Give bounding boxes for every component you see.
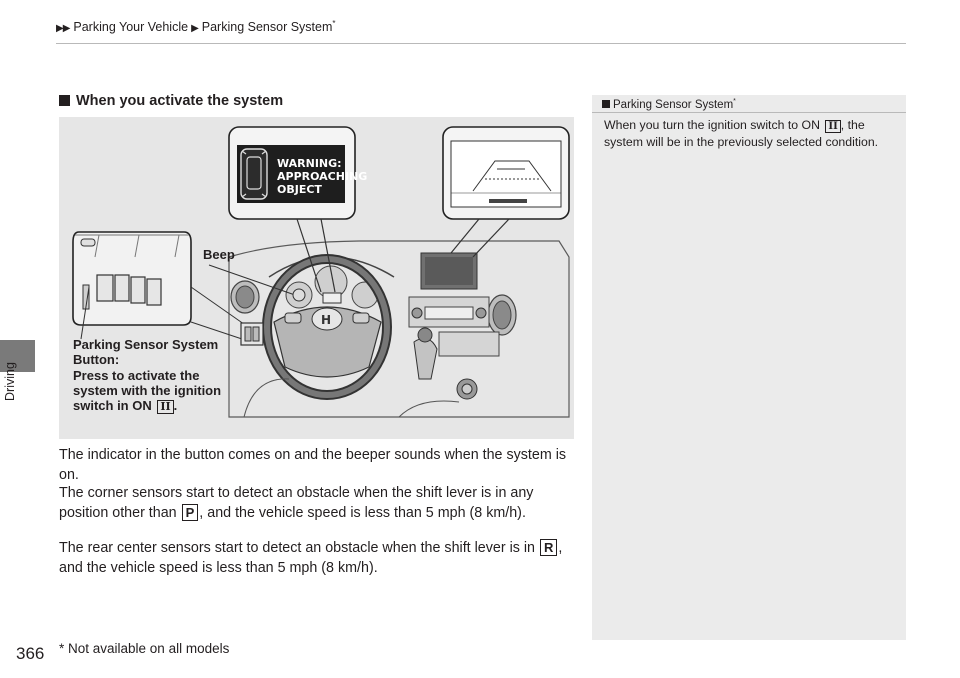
sidebar-rule xyxy=(592,112,906,113)
corner-sensors-text-after: , and the vehicle speed is less than 5 mph (8 km/h). xyxy=(199,505,526,521)
footnote: * Not available on all models xyxy=(59,641,230,656)
paragraph-corner-sensors xyxy=(59,483,579,523)
breadcrumb-arrow-icon: ▶ xyxy=(191,23,199,35)
sidebar-text-after: , the system will be in the previously selected condition. xyxy=(604,118,879,149)
corner-sensors-text-before: The corner sensors start to detect an obstacle when the shift lever is in any position other than xyxy=(59,485,534,521)
breadcrumb-asterisk: * xyxy=(332,19,336,28)
note-marker-icon xyxy=(602,100,610,108)
paragraph-rear-sensors xyxy=(59,538,579,578)
heading-square-icon xyxy=(59,95,70,106)
sidebar-ignition-key: II xyxy=(825,120,840,133)
warning-line-2: APPROACHING xyxy=(277,170,368,183)
sidebar-text-before: When you turn the ignition switch to ON xyxy=(604,118,820,132)
parking-sensor-button-label xyxy=(73,337,233,367)
section-heading xyxy=(59,93,283,109)
paragraph-indicator: The indicator in the button comes on and the beeper sounds when the system is on. xyxy=(59,447,567,483)
page-number: 366 xyxy=(16,644,45,663)
dashboard-illustration xyxy=(59,117,574,439)
shift-key-r: R xyxy=(540,539,557,556)
button-label-line-2: Button: xyxy=(73,352,120,367)
parking-sensor-button-description xyxy=(73,368,243,414)
sidebar-text xyxy=(604,117,894,151)
svg-text:H: H xyxy=(321,313,332,327)
rear-sensors-text-before: The rear center sensors start to detect an obstacle when the shift lever is in xyxy=(59,540,536,556)
breadcrumb-part-1: Parking Your Vehicle xyxy=(73,20,189,35)
breadcrumb-part-2: Parking Sensor System xyxy=(201,20,333,35)
sidebar-note xyxy=(592,95,906,640)
side-tab-label: Driving xyxy=(3,362,17,401)
sidebar-asterisk: * xyxy=(733,98,736,105)
sidebar-title xyxy=(602,98,736,111)
section-heading-text: When you activate the system xyxy=(76,93,284,109)
warning-line-3: OBJECT xyxy=(277,183,322,196)
sidebar-title-text: Parking Sensor System xyxy=(613,98,734,111)
warning-message xyxy=(277,157,367,196)
breadcrumb xyxy=(56,19,336,34)
button-description-text: Press to activate the system with the ignition switch in ON xyxy=(73,368,222,413)
breadcrumb-arrow-icon: ▶▶ xyxy=(56,23,70,35)
description-period: . xyxy=(173,398,178,413)
beep-label: Beep xyxy=(203,247,235,262)
shift-key-p: P xyxy=(182,504,199,521)
header-rule xyxy=(56,43,906,44)
rear-sensors-text-after: , and the vehicle speed is less than 5 mph (8 km/h). xyxy=(59,540,563,576)
button-label-line-1: Parking Sensor System xyxy=(73,337,219,352)
warning-line-1: WARNING: xyxy=(277,157,342,170)
ignition-key-symbol: II xyxy=(157,400,173,414)
